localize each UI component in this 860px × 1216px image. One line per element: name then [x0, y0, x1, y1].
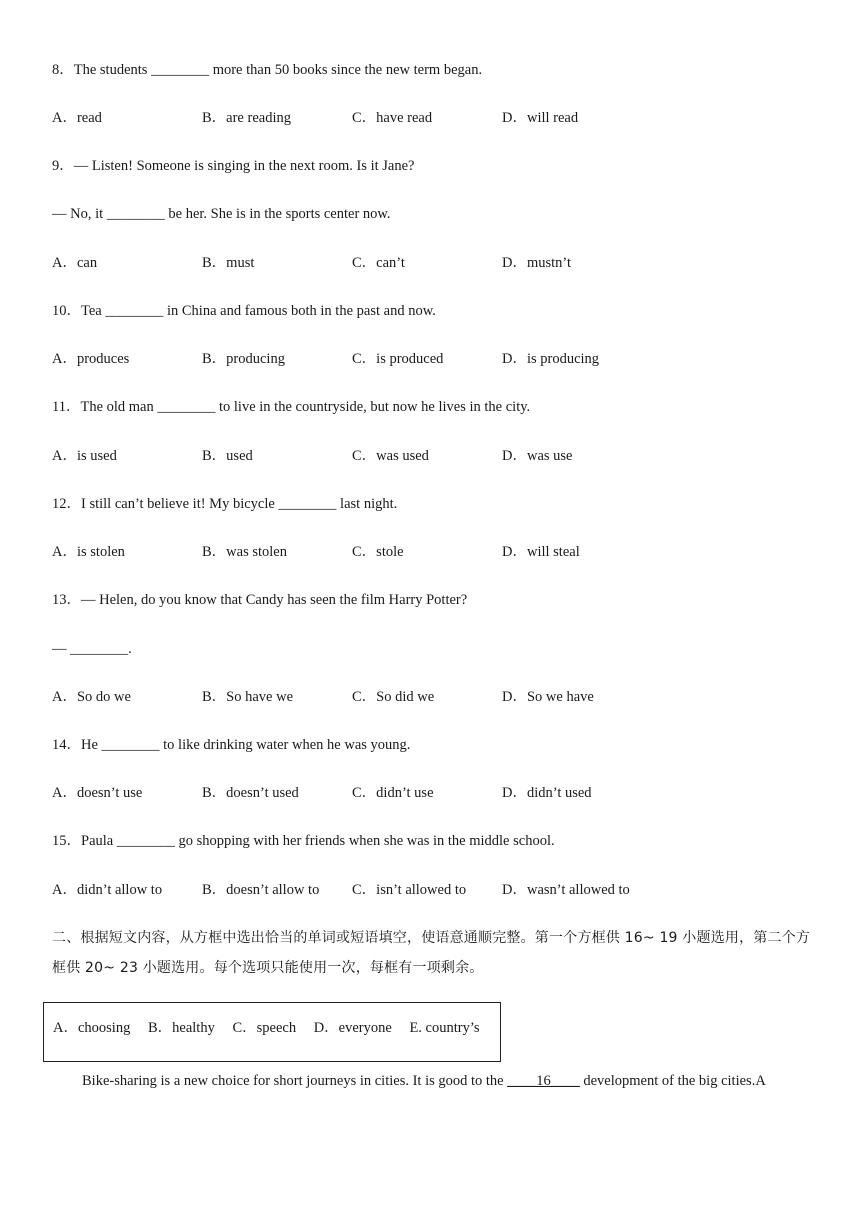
blank-16: ____16____ [507, 1073, 580, 1089]
passage-start: Bike-sharing is a new choice for short journeys in cities. It is good to the [82, 1073, 508, 1089]
question-11-stem: 11．The old man ________ to live in the countryside, but now he lives in the city. [52, 399, 531, 415]
option-d: D．So we have [502, 689, 594, 705]
option-c: C．stole [352, 544, 404, 560]
box-option-b: B．healthy [147, 1020, 215, 1036]
word-box-options [53, 1019, 480, 1037]
option-b: B．doesn’t allow to [202, 882, 320, 898]
question-12-stem: 12．I still can’t believe it! My bicycle ________ last night. [52, 496, 398, 512]
option-a: A．So do we [52, 689, 131, 705]
option-c: C．isn’t allowed to [352, 882, 467, 898]
option-d: D．was use [502, 448, 573, 464]
option-b: B．So have we [202, 689, 294, 705]
option-a: A．is stolen [52, 544, 125, 560]
question-9-stem: 9．— Listen! Someone is singing in the next room. Is it Jane? [52, 158, 415, 174]
option-b: B．must [202, 255, 255, 271]
passage-end: development of the big cities.A [579, 1073, 766, 1089]
option-b: B．are reading [202, 110, 291, 126]
option-c: C．can’t [352, 255, 405, 271]
option-d: D．will steal [502, 544, 580, 560]
option-c: C．have read [352, 110, 433, 126]
option-a: A．read [52, 110, 102, 126]
option-c: C．was used [352, 448, 429, 464]
question-15-stem: 15．Paula ________ go shopping with her friends when she was in the middle school. [52, 833, 555, 849]
box-option-e: E. country’s [409, 1020, 480, 1036]
option-c: C．So did we [352, 689, 435, 705]
option-b: B．producing [202, 351, 285, 367]
option-b: B．used [202, 448, 253, 464]
option-d: D．wasn’t allowed to [502, 882, 630, 898]
option-a: A．didn’t allow to [52, 882, 163, 898]
option-d: D．will read [502, 110, 579, 126]
box-option-c: C．speech [232, 1020, 297, 1036]
option-c: C．is produced [352, 351, 444, 367]
question-13-stem: 13．— Helen, do you know that Candy has seen the film Harry Potter? [52, 592, 468, 608]
option-b: B．was stolen [202, 544, 287, 560]
box-option-a: A．choosing [53, 1020, 131, 1036]
word-box [43, 1002, 501, 1062]
section-2-instruction: 二、根据短文内容，从方框中选出恰当的单词或短语填空，使语意通顺完整。第一个方框供 16~ 19 小题选用，第二个方框供 20~ 23 小题选用。每个选项只能使用一次，每框有一项剩余。 [52, 930, 811, 976]
question-9-reply: — No, it ________ be her. She is in the sports center now. [52, 206, 391, 222]
option-d: D．didn’t used [502, 785, 592, 801]
option-a: A．can [52, 255, 98, 271]
question-14-stem: 14．He ________ to like drinking water when he was young. [52, 737, 411, 753]
option-a: A．is used [52, 448, 117, 464]
option-d: D．mustn’t [502, 255, 572, 271]
question-10-stem: 10．Tea ________ in China and famous both in the past and now. [52, 303, 436, 319]
option-d: D．is producing [502, 351, 600, 367]
option-a: A．doesn’t use [52, 785, 143, 801]
option-c: C．didn’t use [352, 785, 434, 801]
question-8-stem: 8．The students ________ more than 50 books since the new term began. [52, 62, 483, 78]
passage-paragraph [82, 1072, 766, 1090]
option-b: B．doesn’t used [202, 785, 299, 801]
question-13-reply: — ________. [52, 641, 132, 657]
box-option-d: D．everyone [313, 1020, 392, 1036]
option-a: A．produces [52, 351, 130, 367]
